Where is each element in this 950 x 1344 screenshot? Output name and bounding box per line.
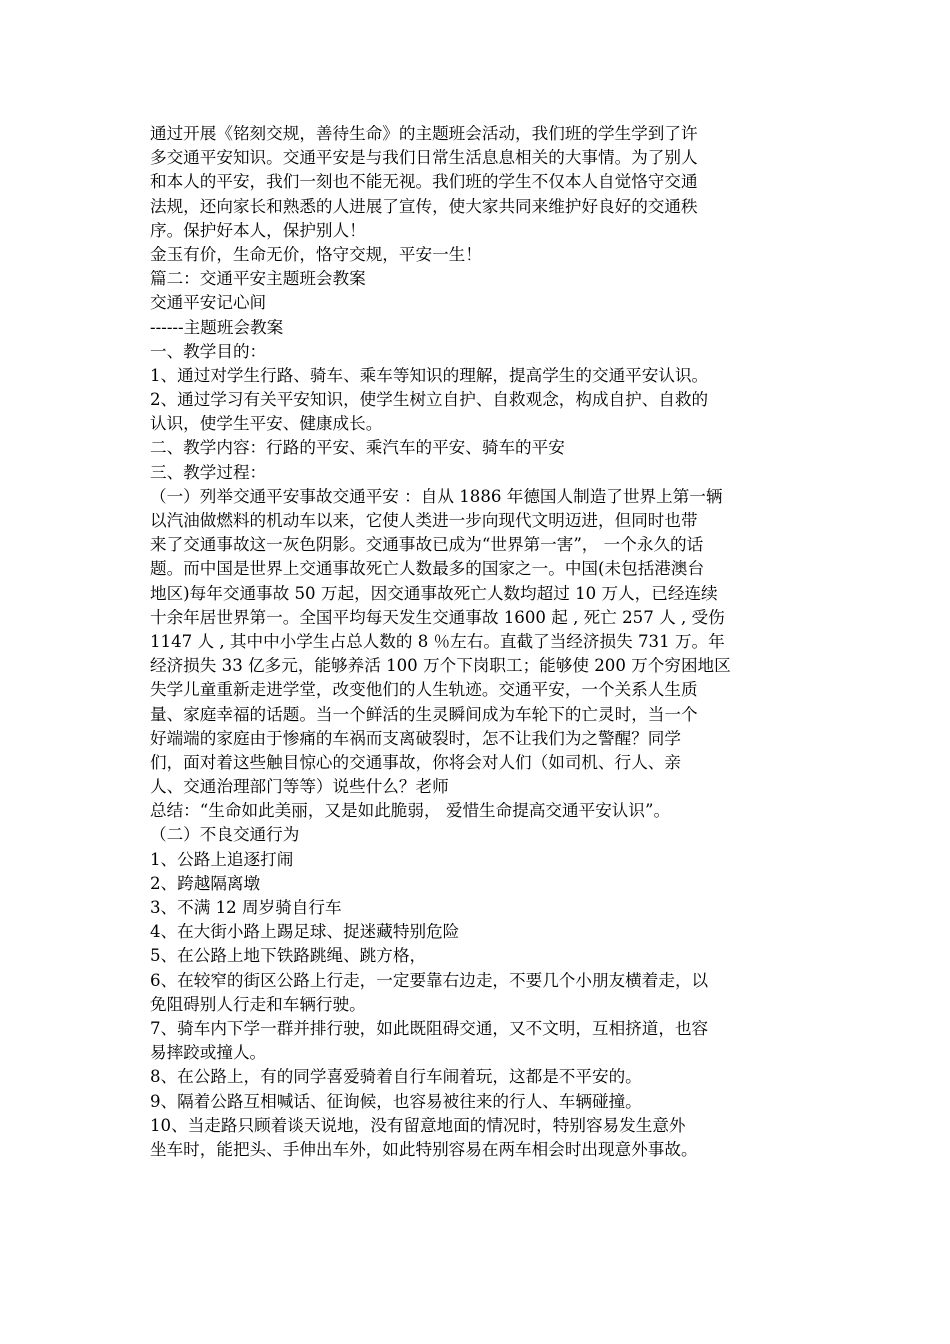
text-line: 金玉有价，生命无价，恪守交规，平安一生！ bbox=[150, 244, 482, 264]
list-item: 5、在公路上地下铁路跳绳、跳方格， bbox=[150, 946, 427, 966]
list-item: 9、隔着公路互相喊话、征询候，也容易被往来的行人、车辆碰撞。 bbox=[150, 1091, 642, 1111]
lesson-title: 交通平安记心间 bbox=[150, 293, 267, 313]
text-line: （一）列举交通平安事故交通平安 ：自从 1886 年德国人制造了世界上第一辆 bbox=[150, 486, 723, 506]
list-item: 10、当走路只顾着谈天说地，没有留意地面的情况时，特别容易发生意外 bbox=[150, 1115, 686, 1135]
lesson-subtitle: ------主题班会教案 bbox=[150, 317, 284, 337]
text-line: 好端端的家庭由于惨痛的车祸而支离破裂时，怎不让我们为之警醒？同学 bbox=[150, 728, 681, 748]
list-item: 7、骑车内下学一群并排行驶，如此既阻碍交通，又不文明，互相挤道，也容 bbox=[150, 1018, 709, 1038]
text-line: 题。而中国是世界上交通事故死亡人数最多的国家之一。中国(未包括港澳台 bbox=[150, 559, 705, 579]
list-item: 免阻碍别人行走和车辆行驶。 bbox=[150, 994, 366, 1014]
list-item: 易摔跤或撞人。 bbox=[150, 1043, 267, 1063]
document-body bbox=[150, 122, 802, 1162]
text-line: 和本人的平安，我们一刻也不能无视。我们班的学生不仅本人自觉恪守交通 bbox=[150, 172, 698, 192]
list-item: 坐车时，能把头、手伸出车外，如此特别容易在两车相会时出现意外事故。 bbox=[150, 1139, 698, 1159]
list-item: 3、不满 12 周岁骑自行车 bbox=[150, 898, 342, 917]
text-line: 多交通平安知识。交通平安是与我们日常生活息息相关的大事情。为了别人 bbox=[150, 148, 698, 168]
text-line: 们，面对着这些触目惊心的交通事故，你将会对人们（如司机、行人、亲 bbox=[150, 752, 681, 772]
text-line: 以汽油做燃料的机动车以来，它使人类进一步向现代文明迈进，但同时也带 bbox=[150, 511, 698, 530]
text-line: 总结：“生命如此美丽，又是如此脆弱， 爱惜生命提高交通平安认识”。 bbox=[150, 801, 671, 821]
text-line: 十余年居世界第一。全国平均每天发生交通事故 1600 起 , 死亡 257 人 , 受伤 bbox=[150, 607, 725, 627]
text-line: 经济损失 33 亿多元，能够养活 100 万个下岗职工；能够使 200 万个穷困地区 bbox=[150, 656, 731, 676]
text-line: 地区)每年交通事故 50 万起，因交通事故死亡人数均超过 10 万人，已经连续 bbox=[150, 583, 718, 603]
text-line: 序。保护好本人，保护别人！ bbox=[150, 220, 366, 240]
text-line: 2、通过学习有关平安知识，使学生树立自护、自救观念，构成自护、自救的 bbox=[150, 390, 709, 410]
section-heading: 篇二：交通平安主题班会教案 bbox=[150, 269, 366, 289]
text-line: （二）不良交通行为 bbox=[150, 825, 300, 845]
text-line: 人、交通治理部门等等）说些什么？老师 bbox=[150, 777, 449, 797]
list-item: 8、在公路上，有的同学喜爱骑着自行车闹着玩，这都是不平安的。 bbox=[150, 1067, 642, 1087]
list-item: 4、在大街小路上踢足球、捉迷藏特别危险 bbox=[150, 922, 460, 942]
text-line: 1、通过对学生行路、骑车、乘车等知识的理解，提高学生的交通平安认识。 bbox=[150, 365, 709, 385]
text-line: 三、教学过程： bbox=[150, 462, 267, 482]
list-item: 6、在较窄的街区公路上行走，一定要靠右边走，不要几个小朋友横着走，以 bbox=[150, 970, 709, 990]
text-line: 失学儿童重新走进学堂，改变他们的人生轨迹。交通平安，一个关系人生质 bbox=[150, 680, 698, 700]
text-line: 认识，使学生平安、健康成长。 bbox=[150, 414, 383, 434]
list-item: 2、跨越隔离墩 bbox=[150, 873, 261, 893]
text-line: 通过开展《铭刻交规，善待生命》的主题班会活动，我们班的学生学到了许 bbox=[150, 124, 698, 143]
text-line: 二、教学内容：行路的平安、乘汽车的平安、骑车的平安 bbox=[150, 438, 565, 458]
text-line: 来了交通事故这一灰色阴影。交通事故已成为“世界第一害”， 一个永久的话 bbox=[150, 535, 704, 555]
text-line: 一、教学目的： bbox=[150, 341, 267, 361]
list-item: 1、公路上追逐打闹 bbox=[150, 849, 294, 869]
text-line: 法规，还向家长和熟悉的人进展了宣传，使大家共同来维护好良好的交通秩 bbox=[150, 196, 698, 216]
text-line: 1147 人 , 其中中小学生占总人数的 8 ％左右。直截了当经济损失 731 万。年 bbox=[150, 631, 725, 651]
text-line: 量、家庭幸福的话题。当一个鲜活的生灵瞬间成为车轮下的亡灵时，当一个 bbox=[150, 704, 698, 724]
